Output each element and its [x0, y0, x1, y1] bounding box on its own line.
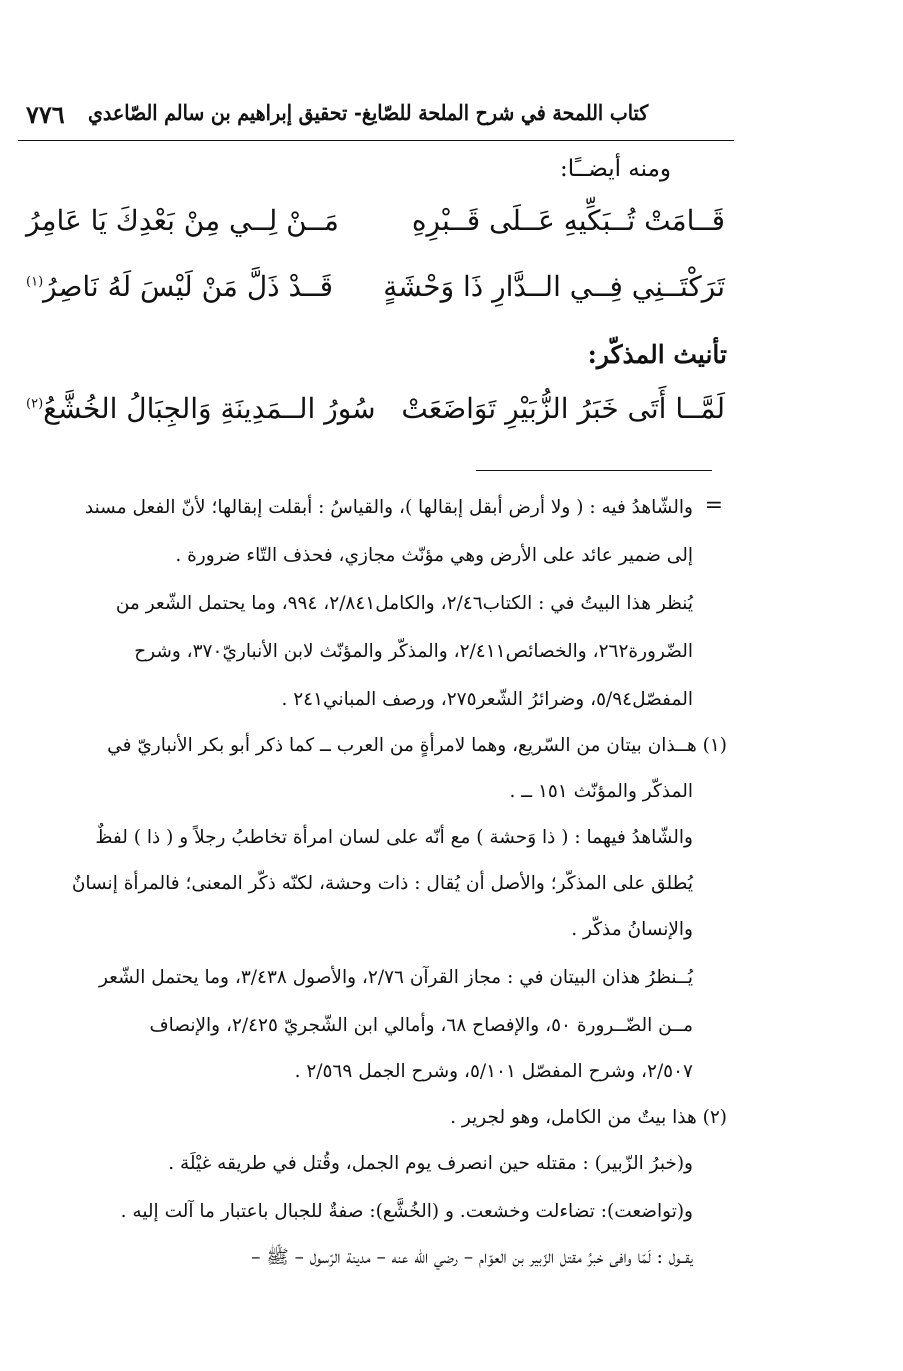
- footnote-line: يقــول : لَمّا وافى خبرُ مقتل الزّبير بن العوّام – رضي الله عنه – مدينة الرّسول – ﷺ –: [251, 1247, 693, 1268]
- footnote-line: مــن الضّــرورة ٥٠، والإفصاح ٦٨، وأمالي ابن الشّجريّ ٢/٤٢٥، والإنصاف: [149, 1015, 693, 1036]
- running-header: [18, 96, 734, 141]
- verse-1-second-hemistich: مَــنْ لِــي مِنْ بَعْدِكَ يَا عَامِرُ: [26, 204, 339, 237]
- verse-1-first-hemistich: قَــامَتْ تُــبَكِّيهِ عَــلَى قَــبْرِهِ: [411, 204, 725, 237]
- footnote-line: إلى ضمير عائد على الأرض وهي مؤنّث مجازي، فحذف التّاء ضرورة .: [175, 545, 693, 566]
- page-number: ٧٧٦: [26, 100, 65, 129]
- footnote-ref-2[interactable]: (٢): [26, 396, 44, 412]
- section-heading: تأنيث المذكّر:: [587, 340, 727, 369]
- footnote-line: و(خبرُ الزّبير) : مقتله حين انصرف يوم الجمل، وقُتل في طريقه غيْلَة .: [168, 1153, 693, 1174]
- verse-3-second-hemistich: [26, 392, 376, 425]
- footnote-ref-1[interactable]: (١): [26, 274, 44, 290]
- continuation-mark: =: [704, 493, 723, 518]
- footnote-line: (١) هــذان بيتان من السّريع، وهما لامرأةٍ من العرب ــ كما ذكر أبو بكر الأنباريّ في: [107, 735, 727, 756]
- verse-3-first-hemistich: لَمَّــا أَتَى خَبَرُ الزُّبَيْرِ تَوَاضَعَتْ: [401, 392, 725, 425]
- footnote-line: يُــنظرُ هذان البيتان في : مجاز القرآن ٢/٧٦، والأصول ٣/٤٣٨، وما يحتمل الشّعر: [98, 967, 693, 988]
- footnote-line: المذكّر والمؤنّث ١٥١ ــ .: [509, 781, 693, 802]
- footnote-line: (٢) هذا بيتٌ من الكامل، وهو لجرير .: [450, 1107, 727, 1128]
- verse-2-second-hemistich: [26, 270, 333, 303]
- verse-2-first-hemistich: تَرَكْتَــنِي فِــي الــدَّارِ ذَا وَحْشَةٍ: [383, 270, 725, 303]
- verse-line-1: [0, 204, 903, 256]
- footnote-line: يُطلق على المذكّر؛ والأصل أن يُقال : ذات وحشة، لكنّه ذكّر المعنى؛ فالمرأة إنسانٌ: [71, 873, 693, 894]
- verse-2-second-text: قَــدْ ذَلَّ مَنْ لَيْسَ لَهُ نَاصِرُ: [43, 270, 334, 303]
- footnote-line: والشّاهدُ فيه : ( ولا أرض أبقل إبقالها )، والقياسُ : أبقلت إبقالها؛ لأنّ الفعل مسند: [84, 497, 693, 518]
- footnote-line: يُنظر هذا البيتُ في : الكتاب٢/٤٦، والكامل٢/٨٤١، ٩٩٤، وما يحتمل الشّعر من: [115, 593, 693, 614]
- verse-3-second-text: سُورُ الــمَدِينَةِ وَالجِبَالُ الخُشَّعُ: [43, 392, 376, 425]
- footnote-separator: [476, 470, 712, 471]
- verse-line-3: [0, 392, 903, 444]
- footnote-line: والشّاهدُ فيهما : ( ذا وَحشة ) مع أنّه على لسان امرأة تخاطبُ رجلاً و ( ذا ) لفظٌ: [95, 827, 693, 848]
- verse-line-2: [0, 270, 903, 322]
- intro-text: ومنه أيضــًا:: [560, 156, 671, 182]
- footnote-line: والإنسانُ مذكّر .: [571, 919, 693, 940]
- book-title: كتاب اللمحة في شرح الملحة للصّايغ- تحقيق إبراهيم بن سالم الصّاعدي: [87, 100, 648, 125]
- footnote-line: المفصّل٥/٩٤، وضرائرُ الشّعر٢٧٥، ورصف المباني٢٤١ .: [281, 689, 693, 710]
- footnote-line: و(تواضعت): تضاءلت وخشعت. و (الخُشَّع): صفةٌ للجبال باعتبار ما آلت إليه .: [120, 1201, 693, 1222]
- footnote-line: الضّرورة٢٦٢، والخصائص٢/٤١١، والمذكّر والمؤنّث لابن الأنباريّ٣٧٠، وشرح: [134, 641, 693, 662]
- footnote-line: ٢/٥٠٧، وشرح المفصّل ٥/١٠١، وشرح الجمل ٢/٥٦٩ .: [294, 1061, 693, 1082]
